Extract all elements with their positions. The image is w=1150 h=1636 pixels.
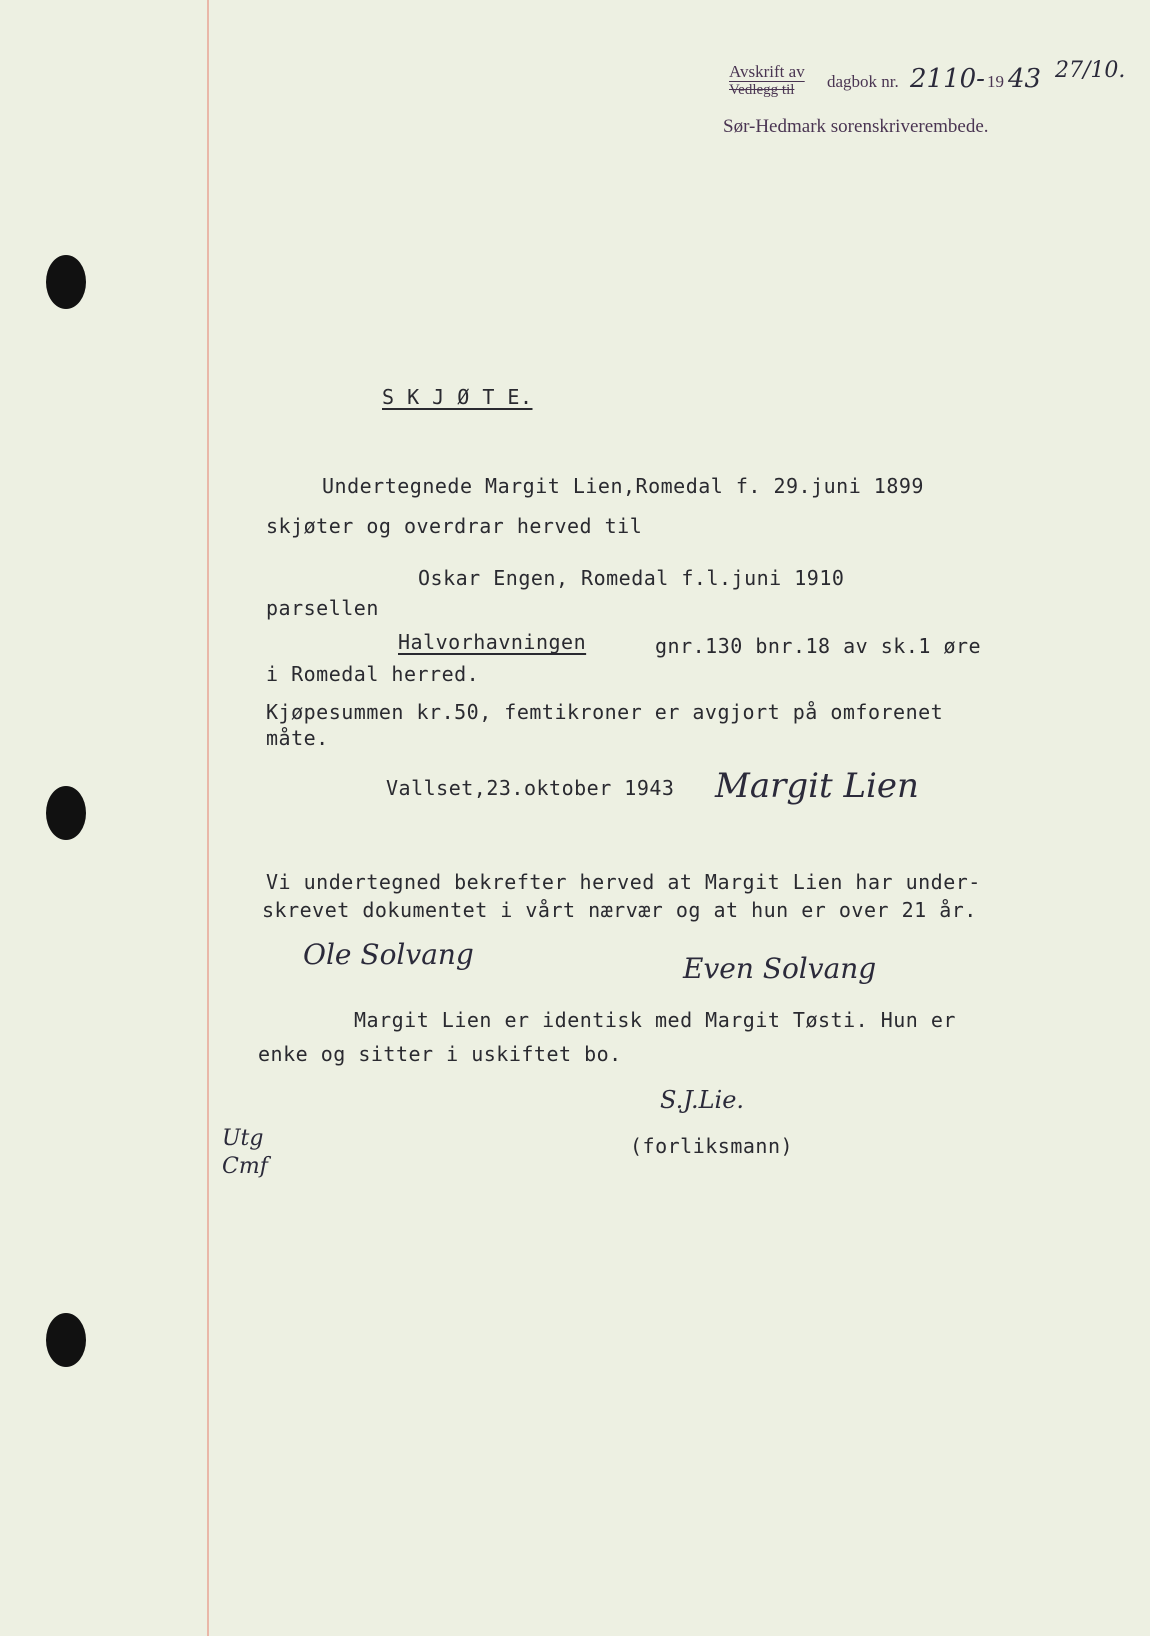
doc-property-name: Halvorhavningen (398, 630, 587, 654)
stamp-avskrift: Avskrift av (729, 62, 805, 81)
doc-line: skjøter og overdrar herved til (266, 514, 643, 538)
stamp-dagbok: dagbok nr. (827, 72, 899, 91)
doc-title: S K J Ø T E. (382, 385, 533, 409)
punch-hole (46, 786, 86, 840)
doc-date-place: Vallset,23.oktober 1943 (386, 776, 675, 800)
doc-line: i Romedal herred. (266, 662, 480, 686)
stamp-year-printed: 19 (987, 72, 1004, 91)
doc-line: skrevet dokumentet i vårt nærvær og at hun er over 21 år. (262, 898, 977, 922)
signature-seller: Margit Lien (715, 766, 919, 806)
signature-witness-2: Even Solvang (683, 952, 877, 985)
doc-line: Oskar Engen, Romedal f.l.juni 1910 (418, 566, 845, 590)
doc-line: enke og sitter i uskiftet bo. (258, 1042, 622, 1066)
punch-hole (46, 255, 86, 309)
doc-line: Margit Lien er identisk med Margit Tøsti. Hun er (354, 1008, 956, 1032)
signature-witness-1: Ole Solvang (303, 938, 474, 971)
doc-line: parsellen (266, 596, 379, 620)
doc-line: måte. (266, 726, 329, 750)
doc-line: Vi undertegned bekrefter herved at Margit Lien har under- (266, 870, 981, 894)
doc-line: gnr.130 bnr.18 av sk.1 øre (655, 634, 982, 658)
stamp-date: 27/10. (1055, 58, 1126, 83)
signature-forliksmann: S.J.Lie. (660, 1086, 745, 1114)
punch-hole (46, 1313, 86, 1367)
doc-forliksmann-label: (forliksmann) (630, 1134, 794, 1158)
stamp-vedlegg: Vedlegg til (729, 82, 795, 98)
initials-annotation: Utg Cmf (222, 1126, 268, 1179)
stamp-year-hand: 43 (1008, 64, 1042, 94)
stamp-office: Sør-Hedmark sorenskriverembede. (723, 116, 989, 137)
stamp-dagbok-number: 2110- (910, 64, 985, 94)
doc-line: Kjøpesummen kr.50, femtikroner er avgjort på omforenet (266, 700, 944, 724)
doc-line: Undertegnede Margit Lien,Romedal f. 29.juni 1899 (322, 474, 924, 498)
margin-line (207, 0, 209, 1636)
